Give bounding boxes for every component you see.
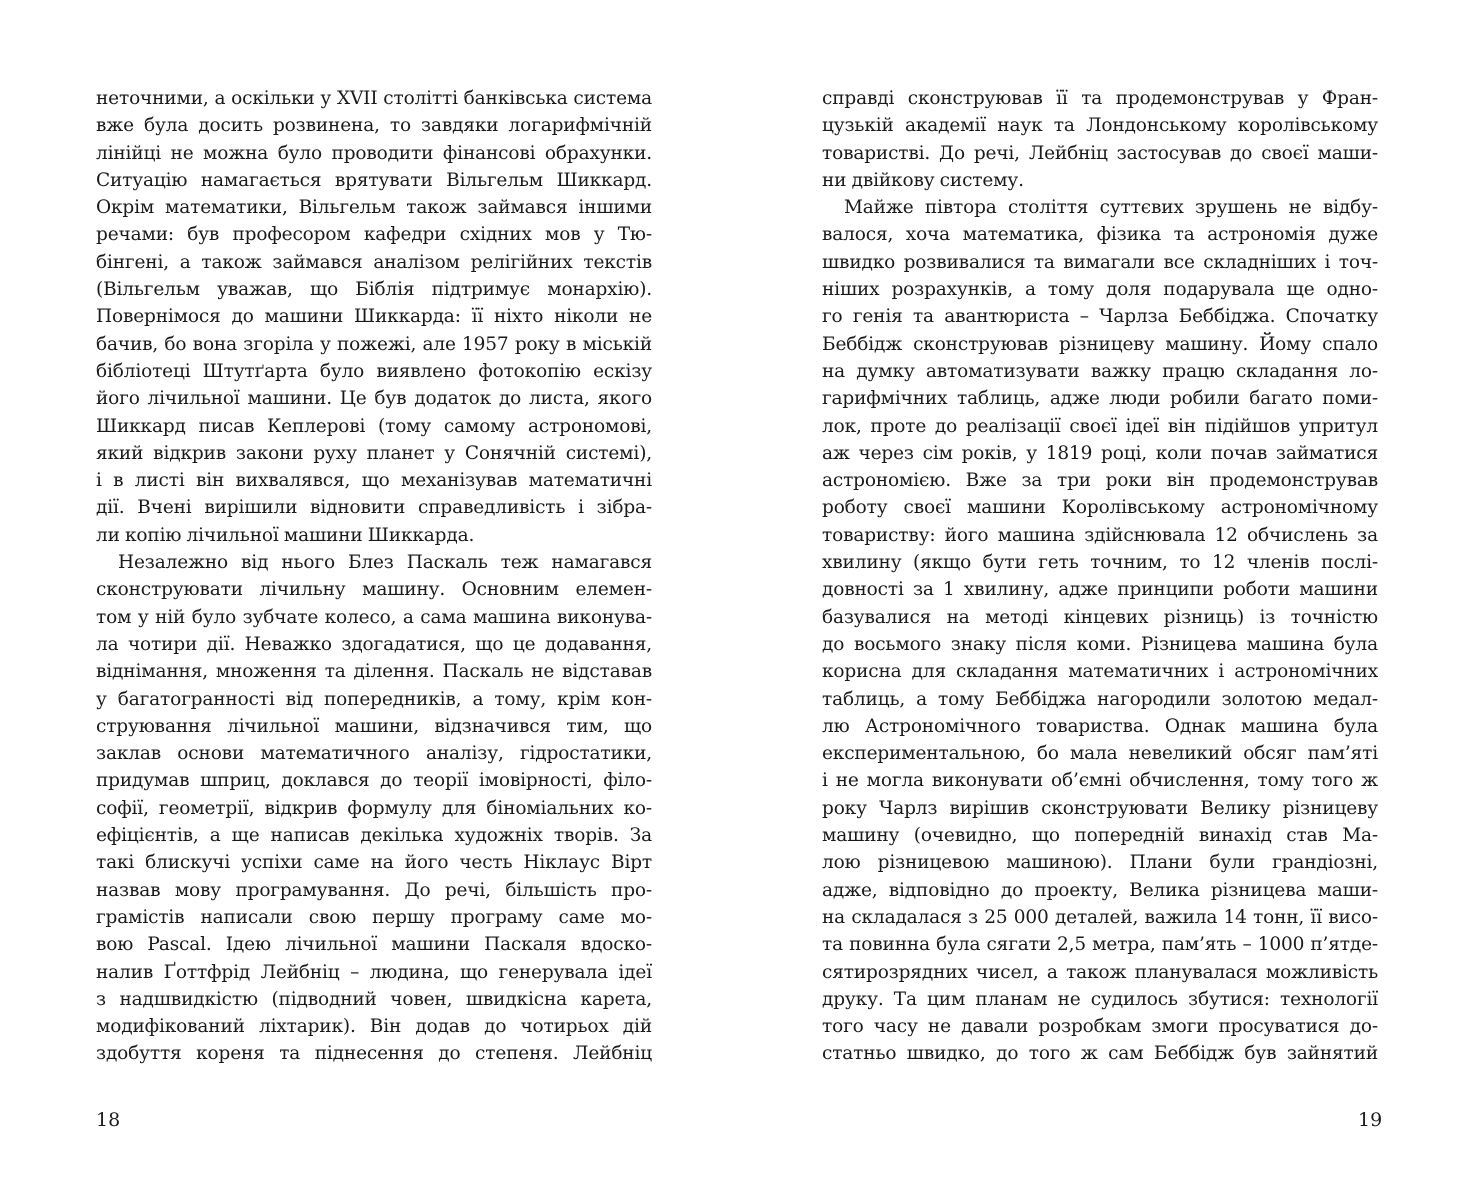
text-line: Повернімося до машини Шиккарда: її ніхто ніколи не — [96, 306, 652, 328]
text-line: вже була досить розвинена, то завдяки логарифмічній — [96, 115, 652, 137]
text-line: (Вільгельм уважав, що Біблія підтримує монархію). — [96, 279, 652, 301]
paragraph-last-line: ли копію лічильної машини Шиккарда. — [96, 524, 475, 546]
text-line: дії. Вчені вирішили відновити справедливість і зібра- — [96, 497, 652, 519]
text-line: та повинна була сягати 2,5 метра, пам’ять – 1000 п’ятде- — [822, 934, 1378, 956]
text-line: лінійці не можна було проводити фінансові обрахунки. — [96, 142, 652, 164]
text-line: і не могла виконувати об’ємні обчислення, тому того ж — [822, 770, 1378, 792]
text-line: струювання лічильної машини, відзначився тим, що — [96, 715, 652, 737]
text-line: Шиккард писав Кеплерові (тому самому астрономові, — [96, 415, 652, 437]
text-line: го генія та авантюриста – Чарлза Беббіджа. Спочатку — [822, 306, 1378, 328]
text-line: справді сконструював її та продемонстрував у Фран- — [822, 88, 1378, 109]
paragraph-first-line: Майже півтора століття суттєвих зрушень не відбу- — [844, 197, 1378, 219]
text-line: на думку автоматизувати важку працю складання ло- — [822, 360, 1378, 382]
text-line: до восьмого знаку після коми. Різницева машина була — [822, 633, 1378, 655]
left-page-text — [96, 85, 652, 1068]
text-line: Ситуацію намагається врятувати Вільгельм Шиккард. — [96, 169, 652, 191]
text-line: гарифмічних таблиць, адже люди робили багато поми- — [822, 388, 1378, 410]
text-line: Окрім математики, Вільгельм також займався іншими — [96, 197, 652, 219]
text-line: товаристві. До речі, Лейбніц застосував до своєї маши- — [822, 142, 1378, 164]
text-line: софії, геометрії, відкрив формулу для біноміальних ко- — [96, 797, 652, 819]
text-line: машину (очевидно, що попередній винахід став Ма- — [822, 825, 1378, 847]
right-page — [737, 0, 1474, 1191]
text-line: віднімання, множення та ділення. Паскаль не відставав — [96, 661, 652, 683]
paragraph-last-line: ни двійкову систему. — [822, 169, 1024, 191]
text-line: налив Ґоттфрід Лейбніц – людина, що генерувала ідеї — [96, 961, 652, 983]
paragraph-first-line: Незалежно від нього Блез Паскаль теж намагався — [118, 552, 652, 574]
text-line: роботу своєї машини Королівському астрономічному — [822, 497, 1378, 519]
text-line: аж через сім років, у 1819 році, коли почав займатися — [822, 442, 1378, 464]
text-line: його лічильної машини. Це був додаток до листа, якого — [96, 388, 652, 410]
text-line: хвилину (якщо бути геть точним, то 12 членів послі- — [822, 552, 1378, 574]
text-line: назвав мову програмування. До речі, більшість про- — [96, 879, 652, 901]
text-line: експериментальною, бо мала невеликий обсяг пам’яті — [822, 743, 1378, 765]
text-line: товариству: його машина здійснювала 12 обчислень за — [822, 524, 1378, 546]
text-line: заклав основи математичного аналізу, гідростатики, — [96, 743, 652, 765]
text-line: астрономією. Вже за три роки він продемонстрував — [822, 470, 1378, 492]
page-number: 19 — [1358, 1109, 1383, 1131]
text-line: сконструювати лічильну машину. Основним елемен- — [96, 579, 652, 601]
text-line: з надшвидкістю (підводний човен, швидкісна карета, — [96, 988, 652, 1010]
text-line: сятирозрядних чисел, а також планувалася можливість — [822, 961, 1378, 983]
text-line: здобуття кореня та піднесення до степеня. Лейбніц — [96, 1043, 652, 1065]
text-line: друку. Та цим планам не судилось збутися: технології — [822, 988, 1378, 1010]
page-number: 18 — [96, 1109, 121, 1131]
text-line: неточними, а оскільки у XVII столітті банківська система — [96, 88, 652, 109]
text-line: такі блискучі успіхи саме на його честь Ніклаус Вірт — [96, 852, 652, 874]
text-line: речами: був професором кафедри східних мов у Тю- — [96, 224, 652, 246]
text-line: адже, відповідно до проекту, Велика різницева маши- — [822, 879, 1378, 901]
text-line: статньо швидко, до того ж сам Беббідж був зайнятий — [822, 1043, 1378, 1065]
text-line: того часу не давали розробкам змоги просуватися до- — [822, 1016, 1378, 1038]
text-line: вою Pascal. Ідею лічильної машини Паскаля вдоско- — [96, 934, 652, 956]
text-line: том у ній було зубчате колесо, а сама машина виконува- — [96, 606, 652, 628]
text-line: базувалися на методі кінцевих різниць) із точністю — [822, 606, 1378, 628]
text-line: бачив, бо вона згоріла у пожежі, але 1957 року в міській — [96, 333, 652, 355]
text-line: швидко розвивалися та вимагали все складніших і точ- — [822, 251, 1378, 273]
text-line: у багатогранності від попередників, а тому, крім кон- — [96, 688, 652, 710]
right-page-text — [822, 85, 1378, 1068]
text-line: ніших розрахунків, а тому доля подарувала ще одно- — [822, 279, 1378, 301]
text-line: корисна для складання математичних і астрономічних — [822, 661, 1378, 683]
text-line: модифікований ліхтарик). Він додав до чотирьох дій — [96, 1016, 652, 1038]
text-line: року Чарлз вирішив сконструювати Велику різницеву — [822, 797, 1378, 819]
text-line: Беббідж сконструював різницеву машину. Йому спало — [822, 333, 1378, 355]
text-line: бінгені, а також займався аналізом релігійних текстів — [96, 251, 652, 273]
text-line: на складалася з 25 000 деталей, важила 14 тонн, її висо- — [822, 906, 1378, 928]
text-line: грамістів написали свою першу програму саме мо- — [96, 906, 652, 928]
text-line: цузькій академії наук та Лондонському королівському — [822, 115, 1378, 137]
text-line: і в листі він вихвалявся, що механізував математичні — [96, 470, 652, 492]
text-line: лю Астрономічного товариства. Однак машина була — [822, 715, 1378, 737]
text-line: бібліотеці Штутґарта було виявлено фотокопію ескізу — [96, 360, 652, 382]
text-line: довності за 1 хвилину, адже принципи роботи машини — [822, 579, 1378, 601]
text-line: лок, проте до реалізації своєї ідеї він підійшов упритул — [822, 415, 1378, 437]
text-line: придумав шприц, доклався до теорії імовірності, філо- — [96, 770, 652, 792]
text-line: який відкрив закони руху планет у Сонячній системі), — [96, 442, 652, 464]
text-line: таблиць, а тому Беббіджа нагородили золотою медал- — [822, 688, 1378, 710]
text-line: ефіцієнтів, а ще написав декілька художніх творів. За — [96, 825, 652, 847]
text-line: валося, хоча математика, фізика та астрономія дуже — [822, 224, 1378, 246]
text-line: лою різницевою машиною). Плани були грандіозні, — [822, 852, 1378, 874]
text-line: ла чотири дії. Неважко здогадатися, що це додавання, — [96, 633, 652, 655]
